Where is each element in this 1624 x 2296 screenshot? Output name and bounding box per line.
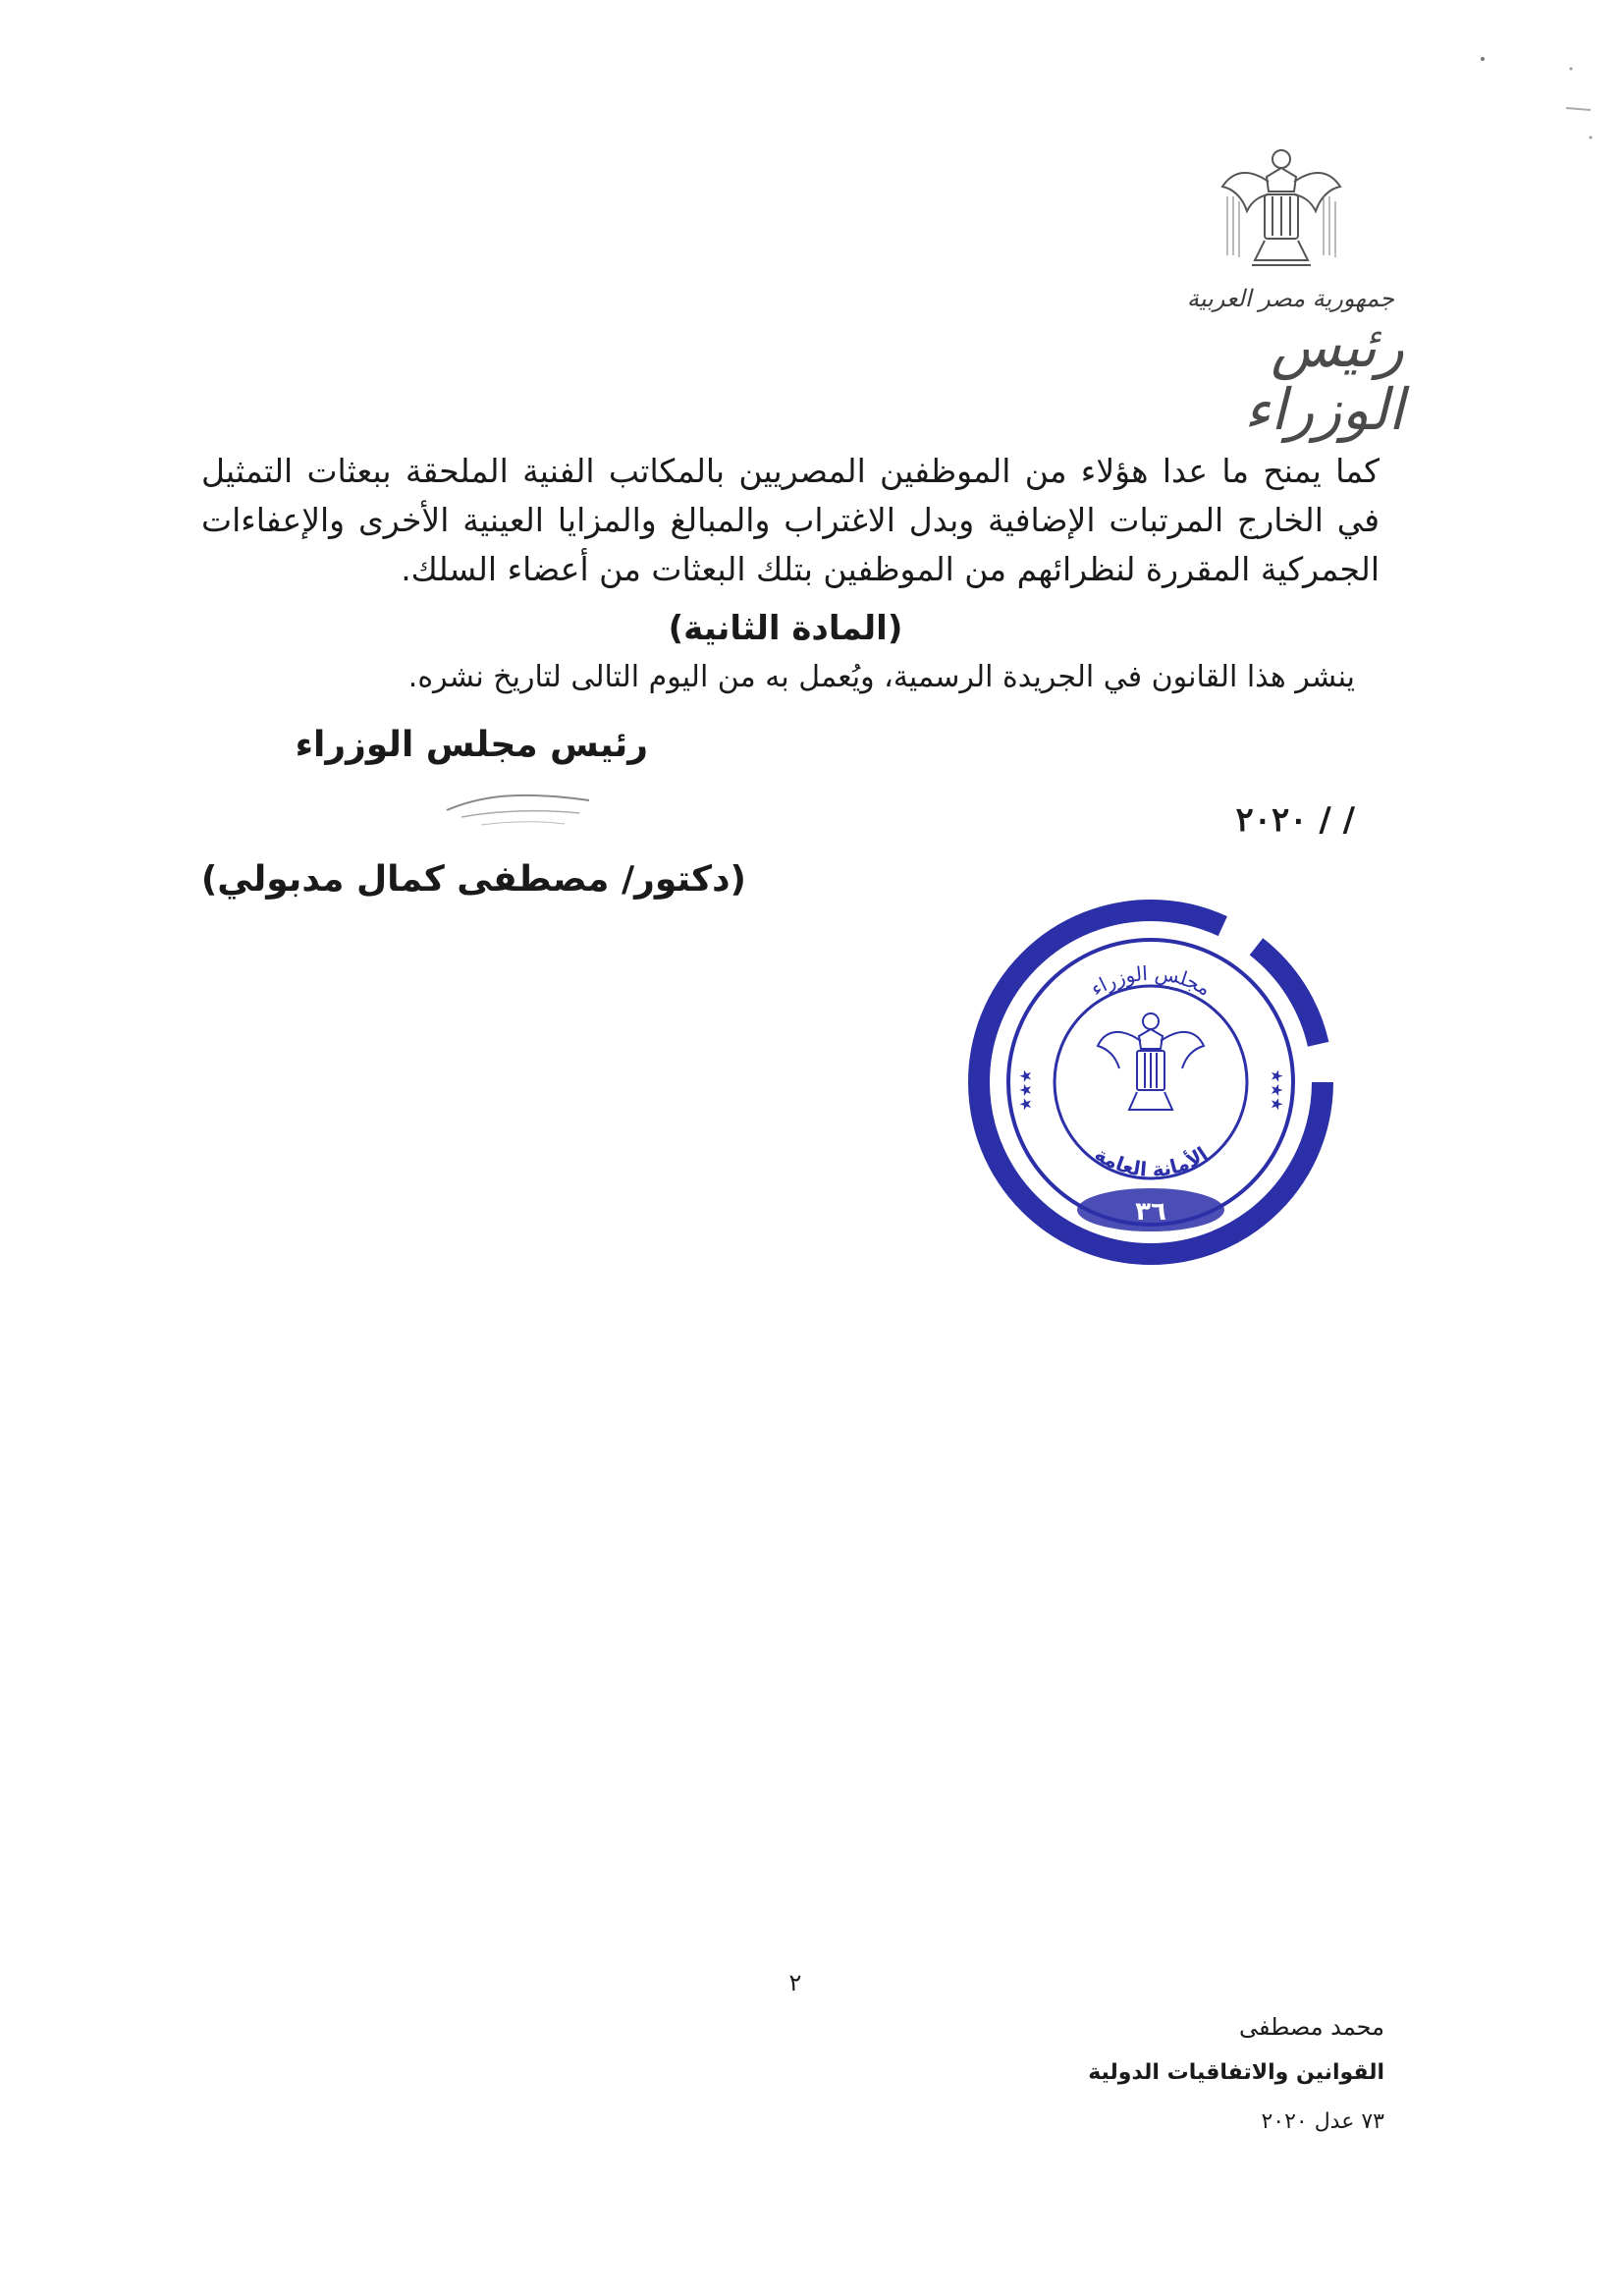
header-office: رئيس الوزراء (1243, 313, 1404, 443)
seal-number: ٣٦ (1135, 1197, 1166, 1227)
signatory-name: (دكتور/ مصطفى كمال مدبولي) (200, 859, 746, 900)
footer-department: القوانين والاتفاقيات الدولية (1088, 2060, 1384, 2085)
seal-right-text: ★★★ (1268, 1068, 1286, 1112)
header-country: جمهورية مصر العربية (1186, 285, 1394, 312)
signature-title: رئيس مجلس الوزراء (295, 725, 648, 765)
article-title: (المادة الثانية) (668, 609, 903, 648)
footer-reference: ٧٣ عدل ٢٠٢٠ (1261, 2109, 1384, 2134)
seal-bottom-text: الأمانة العامة (1090, 1141, 1213, 1181)
seal-top-text: مجلس الوزراء (1086, 960, 1216, 1001)
footer-name: محمد مصطفى (1239, 2013, 1384, 2041)
handwritten-signature (442, 776, 599, 835)
scan-specks (1453, 39, 1610, 147)
svg-text:الأمانة العامة (1091, 1142, 1213, 1181)
article-text: ينشر هذا القانون في الجريدة الرسمية، ويُعمل به من اليوم التالى لتاريخ نشره. (407, 660, 1355, 694)
svg-text:مجلس الوزراء (1086, 961, 1215, 1001)
eagle-emblem-icon (1208, 137, 1355, 285)
signature-date: / / ٢٠٢٠ (1235, 800, 1355, 840)
seal-left-text: ★★★ (1016, 1068, 1035, 1112)
body-paragraph: كما يمنح ما عدا هؤلاء من الموظفين المصريين بالمكاتب الفنية الملحقة ببعثات التمثيل في الخارج المرتبات الإضافية وبدل الاغتراب والمبالغ والمزايا العينية الأخرى والإعفاءات الجمركية المقررة لنظرائهم من الموظفين بتلك البعثات من أعضاء السلك. (201, 452, 1380, 588)
page-number: ٢ (788, 1969, 802, 1996)
official-seal (962, 894, 1340, 1272)
